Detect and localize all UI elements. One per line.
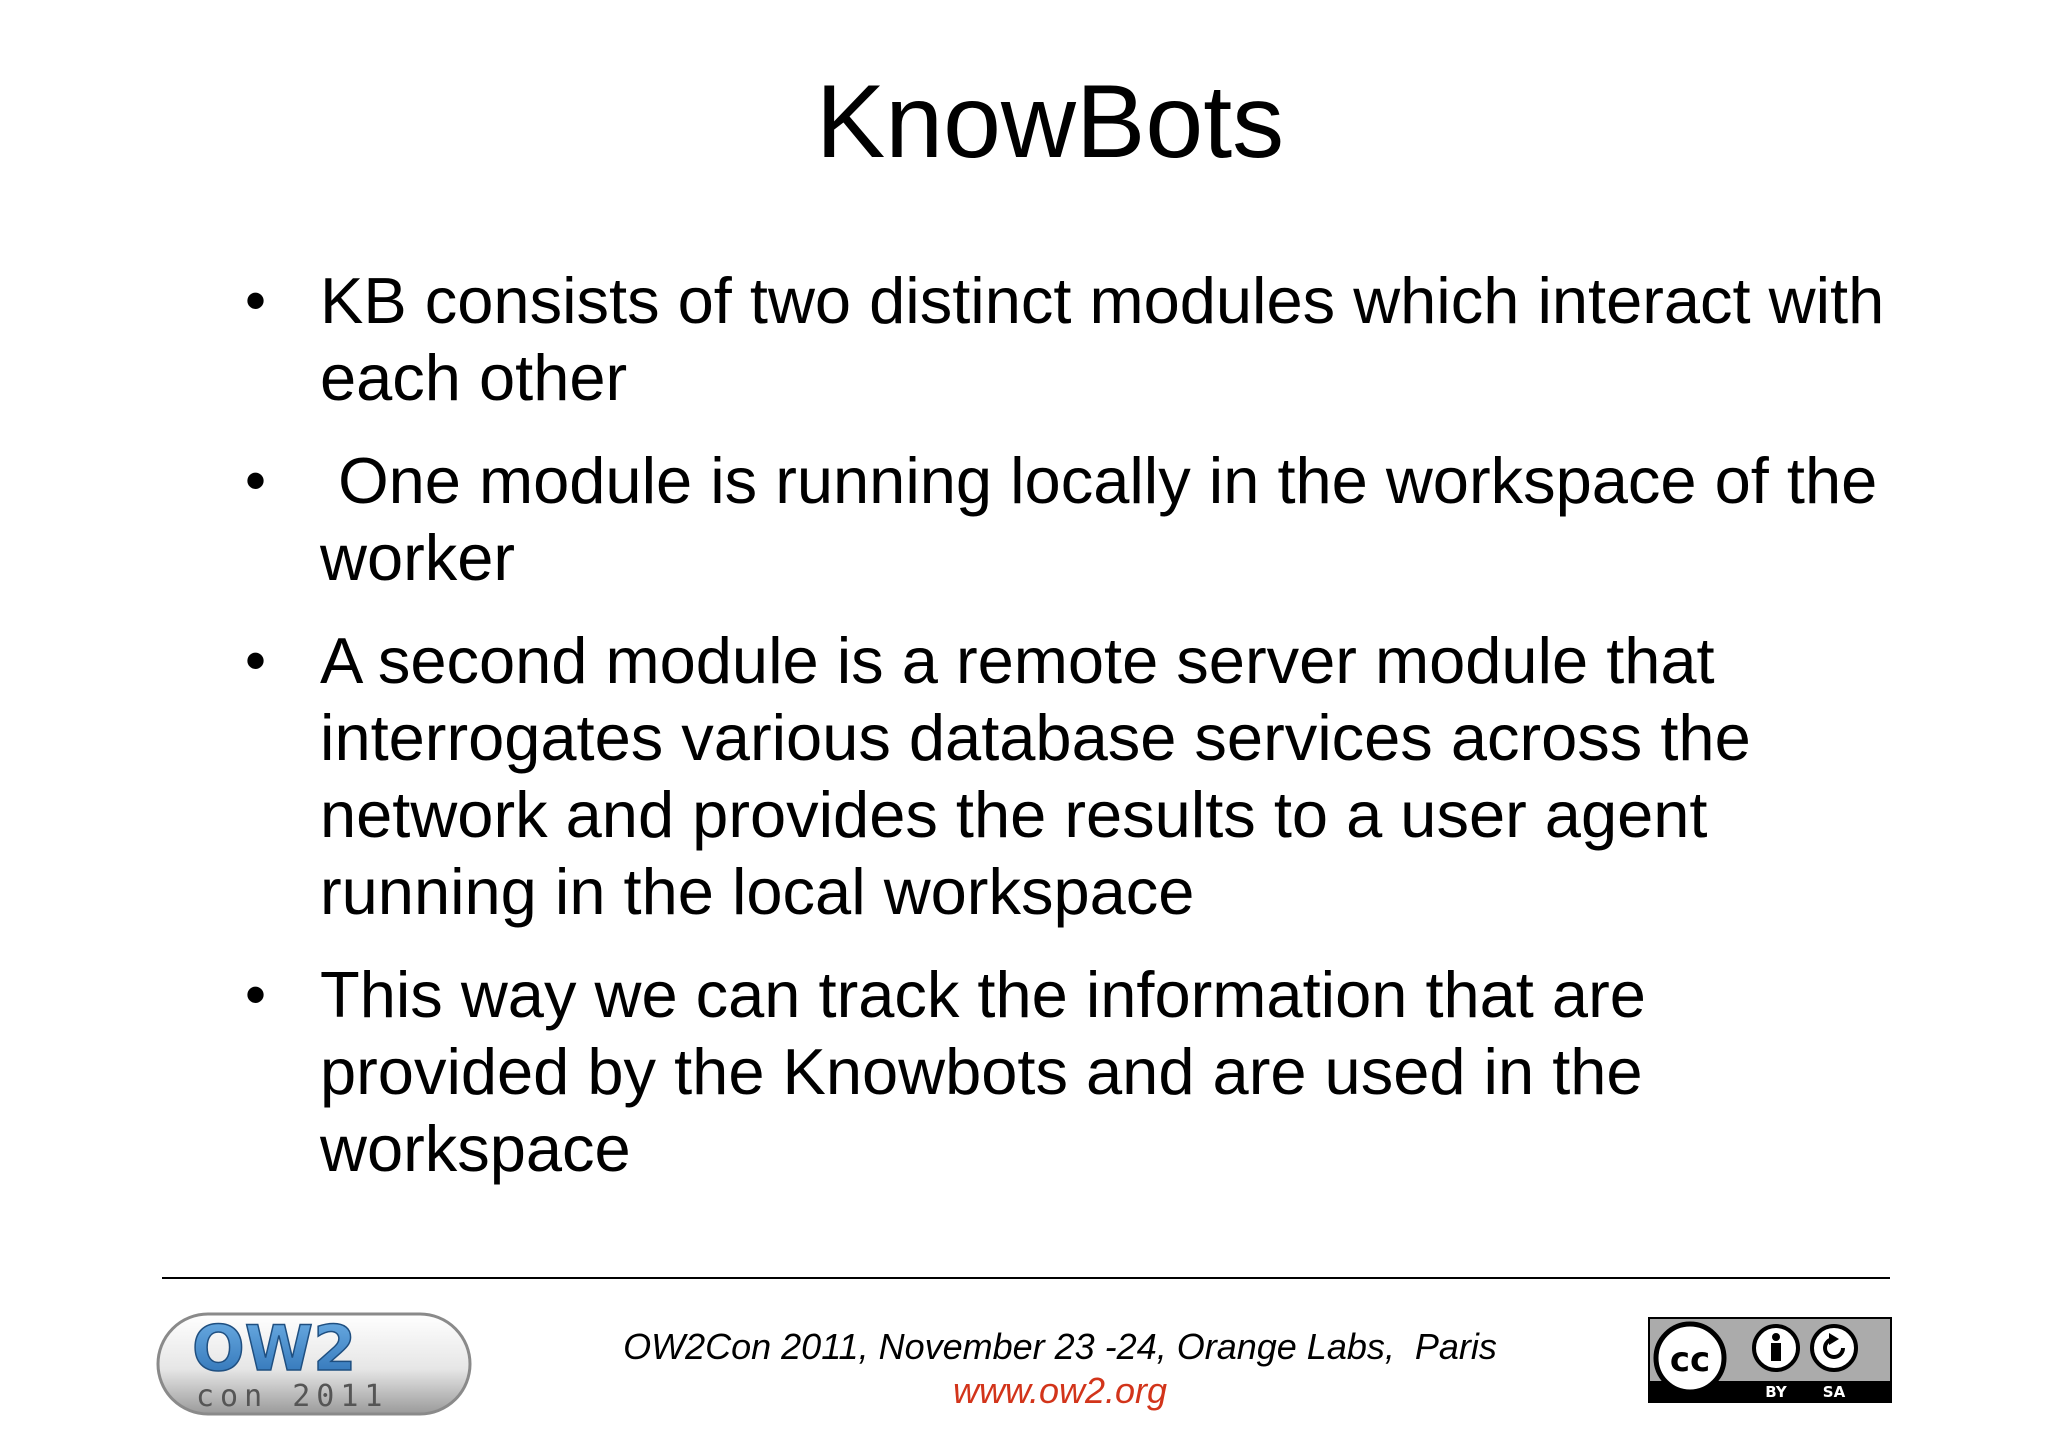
- bullet-icon: •: [245, 627, 267, 694]
- bullet-item: [245, 442, 1896, 596]
- bullet-item: [245, 956, 1885, 1187]
- cc-logo-text: cc: [1669, 1340, 1711, 1380]
- bullet-icon: •: [245, 267, 267, 334]
- bullet-text: A second module is a remote server module that interrogates various database services across the network and provides the results to a user agent running in the local workspace: [320, 624, 1751, 928]
- footer-event: OW2Con 2011, November 23 -24, Orange Labs, Paris: [623, 1326, 1497, 1367]
- bullet-icon: •: [245, 961, 267, 1028]
- logo-text-top: OW2: [192, 1312, 357, 1385]
- sa-icon: [1812, 1326, 1856, 1370]
- footer-url-link[interactable]: www.ow2.org: [952, 1370, 1168, 1411]
- by-label: BY: [1765, 1383, 1787, 1401]
- bullet-text: This way we can track the information that are provided by the Knowbots and are used in the workspace: [320, 958, 1646, 1185]
- ow2con-2011-logo: [156, 1310, 474, 1420]
- slide-title: KnowBots: [815, 64, 1285, 180]
- bullet-item: [245, 622, 1885, 930]
- logo-text-bottom: con 2011: [196, 1379, 389, 1414]
- footer-caption: [560, 1325, 1560, 1413]
- cc-by-sa-icon: [1648, 1317, 1892, 1403]
- bullet-text: One module is running locally in the workspace of the worker: [320, 444, 1896, 594]
- bullet-text: KB consists of two distinct modules which interact with each other: [320, 264, 1885, 414]
- sa-label: SA: [1822, 1383, 1846, 1401]
- bullet-item: [245, 262, 1885, 416]
- footer-divider: [162, 1277, 1890, 1279]
- bullet-icon: •: [245, 447, 267, 514]
- bullet-list: [245, 262, 1896, 1213]
